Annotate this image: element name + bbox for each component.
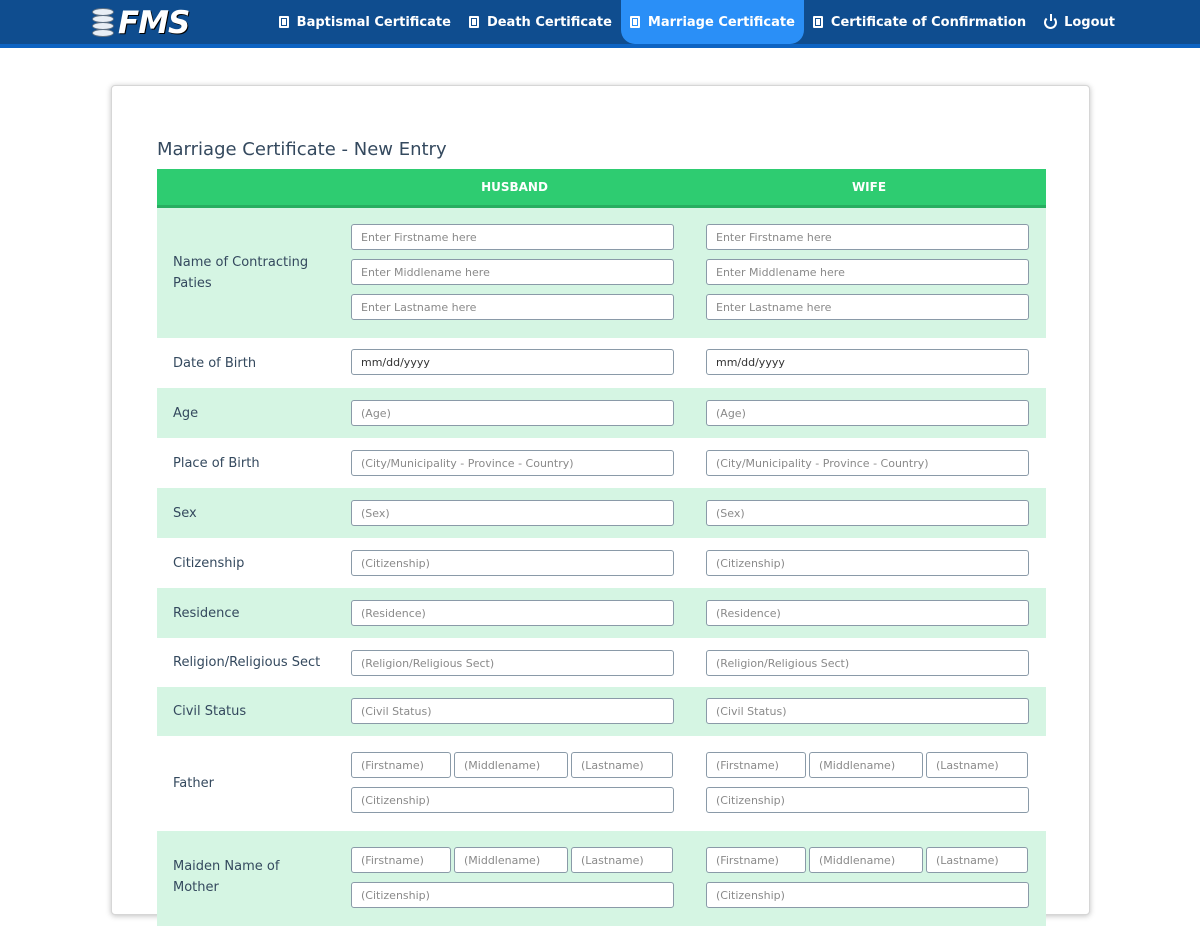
main-nav — [270, 0, 1124, 44]
row-place-of-birth — [157, 438, 1046, 488]
row-label: Sex — [173, 505, 197, 521]
header-husband: HUSBAND — [481, 180, 548, 194]
wife-father-middlename-input[interactable] — [809, 752, 923, 778]
row-label: Religion/Religious Sect — [173, 655, 321, 670]
nav-marriage-certificate[interactable] — [621, 0, 804, 44]
husband-father-lastname-input[interactable] — [571, 752, 673, 778]
wife-father-firstname-input[interactable] — [706, 752, 806, 778]
husband-mother-lastname-input[interactable] — [571, 847, 673, 873]
row-label: Date of Birth — [173, 355, 257, 371]
husband-citizenship-input[interactable] — [351, 550, 674, 576]
nav-item-label: Baptismal Certificate — [296, 14, 451, 30]
wife-firstname-input[interactable] — [706, 224, 1029, 250]
database-icon — [92, 8, 114, 38]
row-residence — [157, 588, 1046, 638]
husband-firstname-input[interactable] — [351, 224, 674, 250]
nav-death-certificate[interactable] — [460, 0, 621, 44]
wife-mother-lastname-input[interactable] — [926, 847, 1028, 873]
nav-baptismal-certificate[interactable] — [270, 0, 460, 44]
husband-pob-input[interactable] — [351, 450, 674, 476]
wife-mother-firstname-input[interactable] — [706, 847, 806, 873]
row-religion — [157, 638, 1046, 687]
logo-text: FMS — [118, 5, 190, 41]
header-wife: WIFE — [851, 180, 887, 194]
wife-father-lastname-input[interactable] — [926, 752, 1028, 778]
wife-name-fields — [706, 224, 1029, 320]
nav-item-label: Death Certificate — [486, 14, 612, 30]
husband-mother-citizenship-input[interactable] — [351, 882, 674, 908]
wife-mother-fields — [706, 847, 1029, 908]
husband-father-fields — [351, 752, 674, 813]
row-label: Civil Status — [173, 704, 247, 719]
power-icon — [1044, 16, 1057, 29]
page-title: Marriage Certificate - New Entry — [157, 139, 447, 160]
row-father — [157, 736, 1046, 831]
wife-lastname-input[interactable] — [706, 294, 1029, 320]
husband-dob-input[interactable] — [351, 349, 674, 375]
husband-religion-input[interactable] — [351, 650, 674, 676]
row-label: Residence — [173, 605, 240, 621]
husband-sex-input[interactable] — [351, 500, 674, 526]
wife-dob-input[interactable] — [706, 349, 1029, 375]
husband-father-middlename-input[interactable] — [454, 752, 568, 778]
husband-middlename-input[interactable] — [351, 259, 674, 285]
wife-mother-middlename-input[interactable] — [809, 847, 923, 873]
row-label: Age — [173, 405, 199, 421]
husband-lastname-input[interactable] — [351, 294, 674, 320]
nav-item-label: Certificate of Confirmation — [830, 14, 1027, 30]
top-navbar — [0, 0, 1200, 48]
document-icon — [469, 16, 479, 28]
husband-age-input[interactable] — [351, 400, 674, 426]
husband-father-firstname-input[interactable] — [351, 752, 451, 778]
table-header — [157, 169, 1046, 208]
row-date-of-birth — [157, 338, 1046, 388]
wife-civil-status-input[interactable] — [706, 698, 1029, 724]
husband-mother-middlename-input[interactable] — [454, 847, 568, 873]
husband-name-fields — [351, 224, 674, 320]
wife-father-fields — [706, 752, 1029, 813]
wife-pob-input[interactable] — [706, 450, 1029, 476]
nav-item-label: Marriage Certificate — [647, 14, 795, 30]
row-citizenship — [157, 538, 1046, 588]
wife-mother-citizenship-input[interactable] — [706, 882, 1029, 908]
wife-residence-input[interactable] — [706, 600, 1029, 626]
document-icon — [813, 16, 823, 28]
husband-residence-input[interactable] — [351, 600, 674, 626]
wife-middlename-input[interactable] — [706, 259, 1029, 285]
row-age — [157, 388, 1046, 438]
app-logo[interactable] — [92, 7, 189, 39]
wife-religion-input[interactable] — [706, 650, 1029, 676]
wife-citizenship-input[interactable] — [706, 550, 1029, 576]
row-name — [157, 208, 1046, 338]
husband-mother-fields — [351, 847, 674, 908]
husband-mother-firstname-input[interactable] — [351, 847, 451, 873]
wife-age-input[interactable] — [706, 400, 1029, 426]
form-card — [111, 85, 1090, 915]
logout-button[interactable] — [1035, 0, 1124, 44]
document-icon — [279, 16, 289, 28]
row-civil-status — [157, 687, 1046, 736]
wife-father-citizenship-input[interactable] — [706, 787, 1029, 813]
row-sex — [157, 488, 1046, 538]
row-mother — [157, 831, 1046, 926]
logout-label: Logout — [1064, 14, 1115, 30]
row-label: Name of Contracting Paties — [173, 255, 309, 291]
marriage-form-table — [157, 169, 1046, 926]
row-label: Father — [173, 776, 214, 791]
husband-father-citizenship-input[interactable] — [351, 787, 674, 813]
row-label: Citizenship — [173, 555, 245, 571]
row-label: Place of Birth — [173, 455, 260, 471]
husband-civil-status-input[interactable] — [351, 698, 674, 724]
wife-sex-input[interactable] — [706, 500, 1029, 526]
document-icon — [630, 16, 640, 28]
row-label: Maiden Name of Mother — [173, 859, 280, 895]
nav-certificate-of-confirmation[interactable] — [804, 0, 1035, 44]
